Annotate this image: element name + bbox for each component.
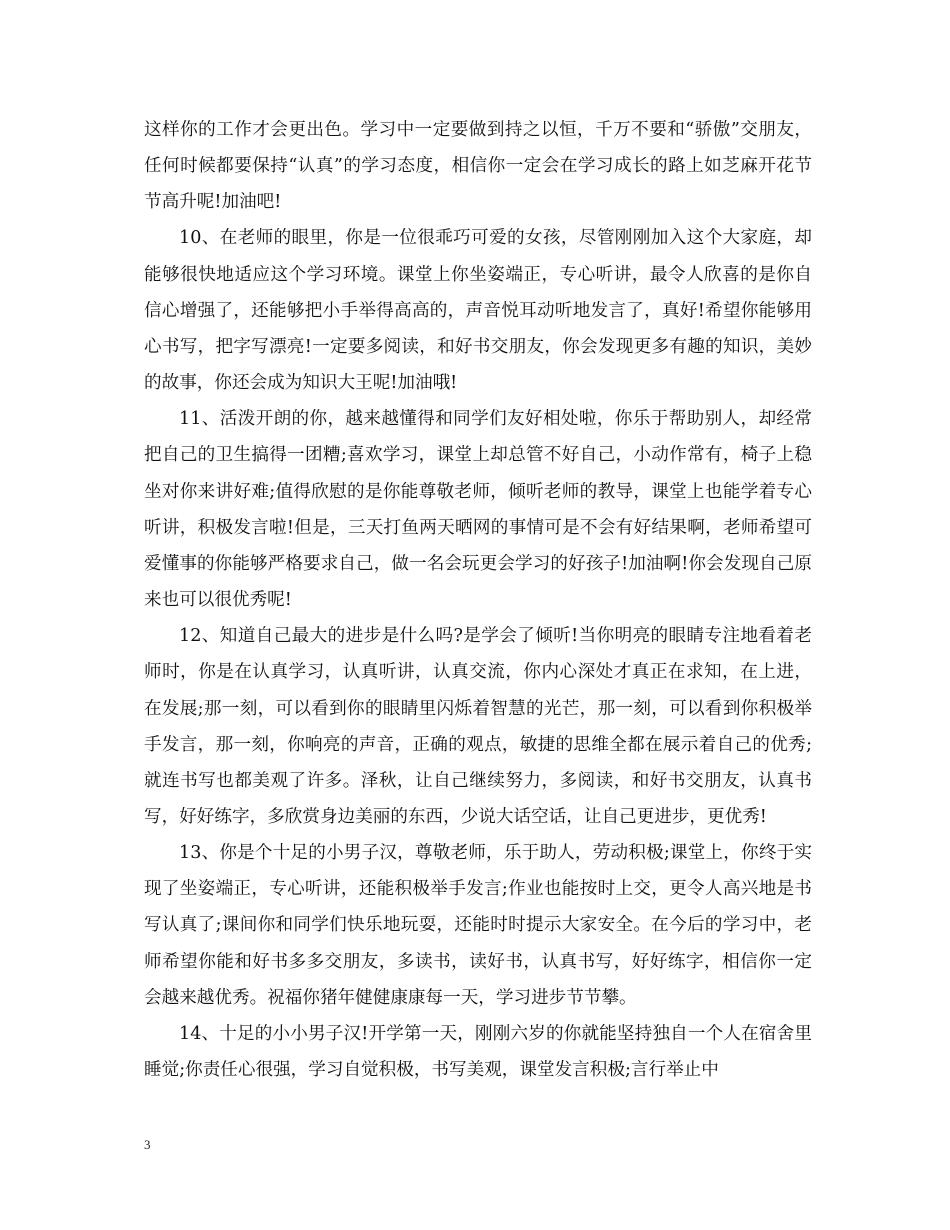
- paragraph-comment-10: 10、在老师的眼里，你是一位很乖巧可爱的女孩，尽管刚刚加入这个大家庭，却能够很快地适应这个学习环境。课堂上你坐姿端正，专心听讲，最令人欣喜的是你自信心增强了，还能够把小手举得高高的，声音悦耳动听地发言了，真好!希望你能够用心书写，把字写漂亮!一定要多阅读，和好书交朋友，你会发现更多有趣的知识，美妙的故事，你还会成为知识大王呢!加油哦!: [144, 228, 812, 394]
- paragraph-comment-14: 14、十足的小小男子汉!开学第一天，刚刚六岁的你就能坚持独自一个人在宿舍里睡觉;你责任心很强，学习自觉积极，书写美观，课堂发言积极;言行举止中: [144, 1023, 812, 1081]
- paragraph-continued: 这样你的工作才会更出色。学习中一定要做到持之以恒，千万不要和“骄傲”交朋友，任何时候都要保持“认真”的学习态度，相信你一定会在学习成长的路上如芝麻开花节节高升呢!加油吧!: [144, 120, 812, 213]
- paragraph-comment-13: 13、你是个十足的小男子汉，尊敬老师，乐于助人，劳动积极;课堂上，你终于实现了坐姿端正，专心听讲，还能积极举手发言;作业也能按时上交，更令人高兴地是书写认真了;课间你和同学们快乐地玩耍，还能时时提示大家安全。在今后的学习中，老师希望你能和好书多多交朋友，多读书，读好书，认真书写，好好练字，相信你一定会越来越优秀。祝福你猪年健健康康每一天，学习进步节节攀。: [144, 843, 812, 1008]
- document-body: [144, 112, 812, 1088]
- paragraph-comment-11: 11、活泼开朗的你，越来越懂得和同学们友好相处啦，你乐于帮助别人，却经常把自己的卫生搞得一团糟;喜欢学习，课堂上却总管不好自己，小动作常有，椅子上稳坐对你来讲好难;值得欣慰的是你能尊敬老师，倾听老师的教导，课堂上也能学着专心听讲，积极发言啦!但是，三天打鱼两天晒网的事情可是不会有好结果啊，老师希望可爱懂事的你能够严格要求自己，做一名会玩更会学习的好孩子!加油啊!你会发现自己原来也可以很优秀呢!: [144, 409, 812, 611]
- page-number: 3: [144, 1137, 151, 1152]
- paragraph-comment-12: 12、知道自己最大的进步是什么吗?是学会了倾听!当你明亮的眼睛专注地看着老师时，你是在认真学习，认真听讲，认真交流，你内心深处才真正在求知，在上进，在发展;那一刻，可以看到你的眼睛里闪烁着智慧的光芒，那一刻，可以看到你积极举手发言，那一刻，你响亮的声音，正确的观点，敏捷的思维全都在展示着自己的优秀;就连书写也都美观了许多。泽秋，让自己继续努力，多阅读，和好书交朋友，认真书写，好好练字，多欣赏身边美丽的东西，少说大话空话，让自己更进步，更优秀!: [144, 626, 812, 827]
